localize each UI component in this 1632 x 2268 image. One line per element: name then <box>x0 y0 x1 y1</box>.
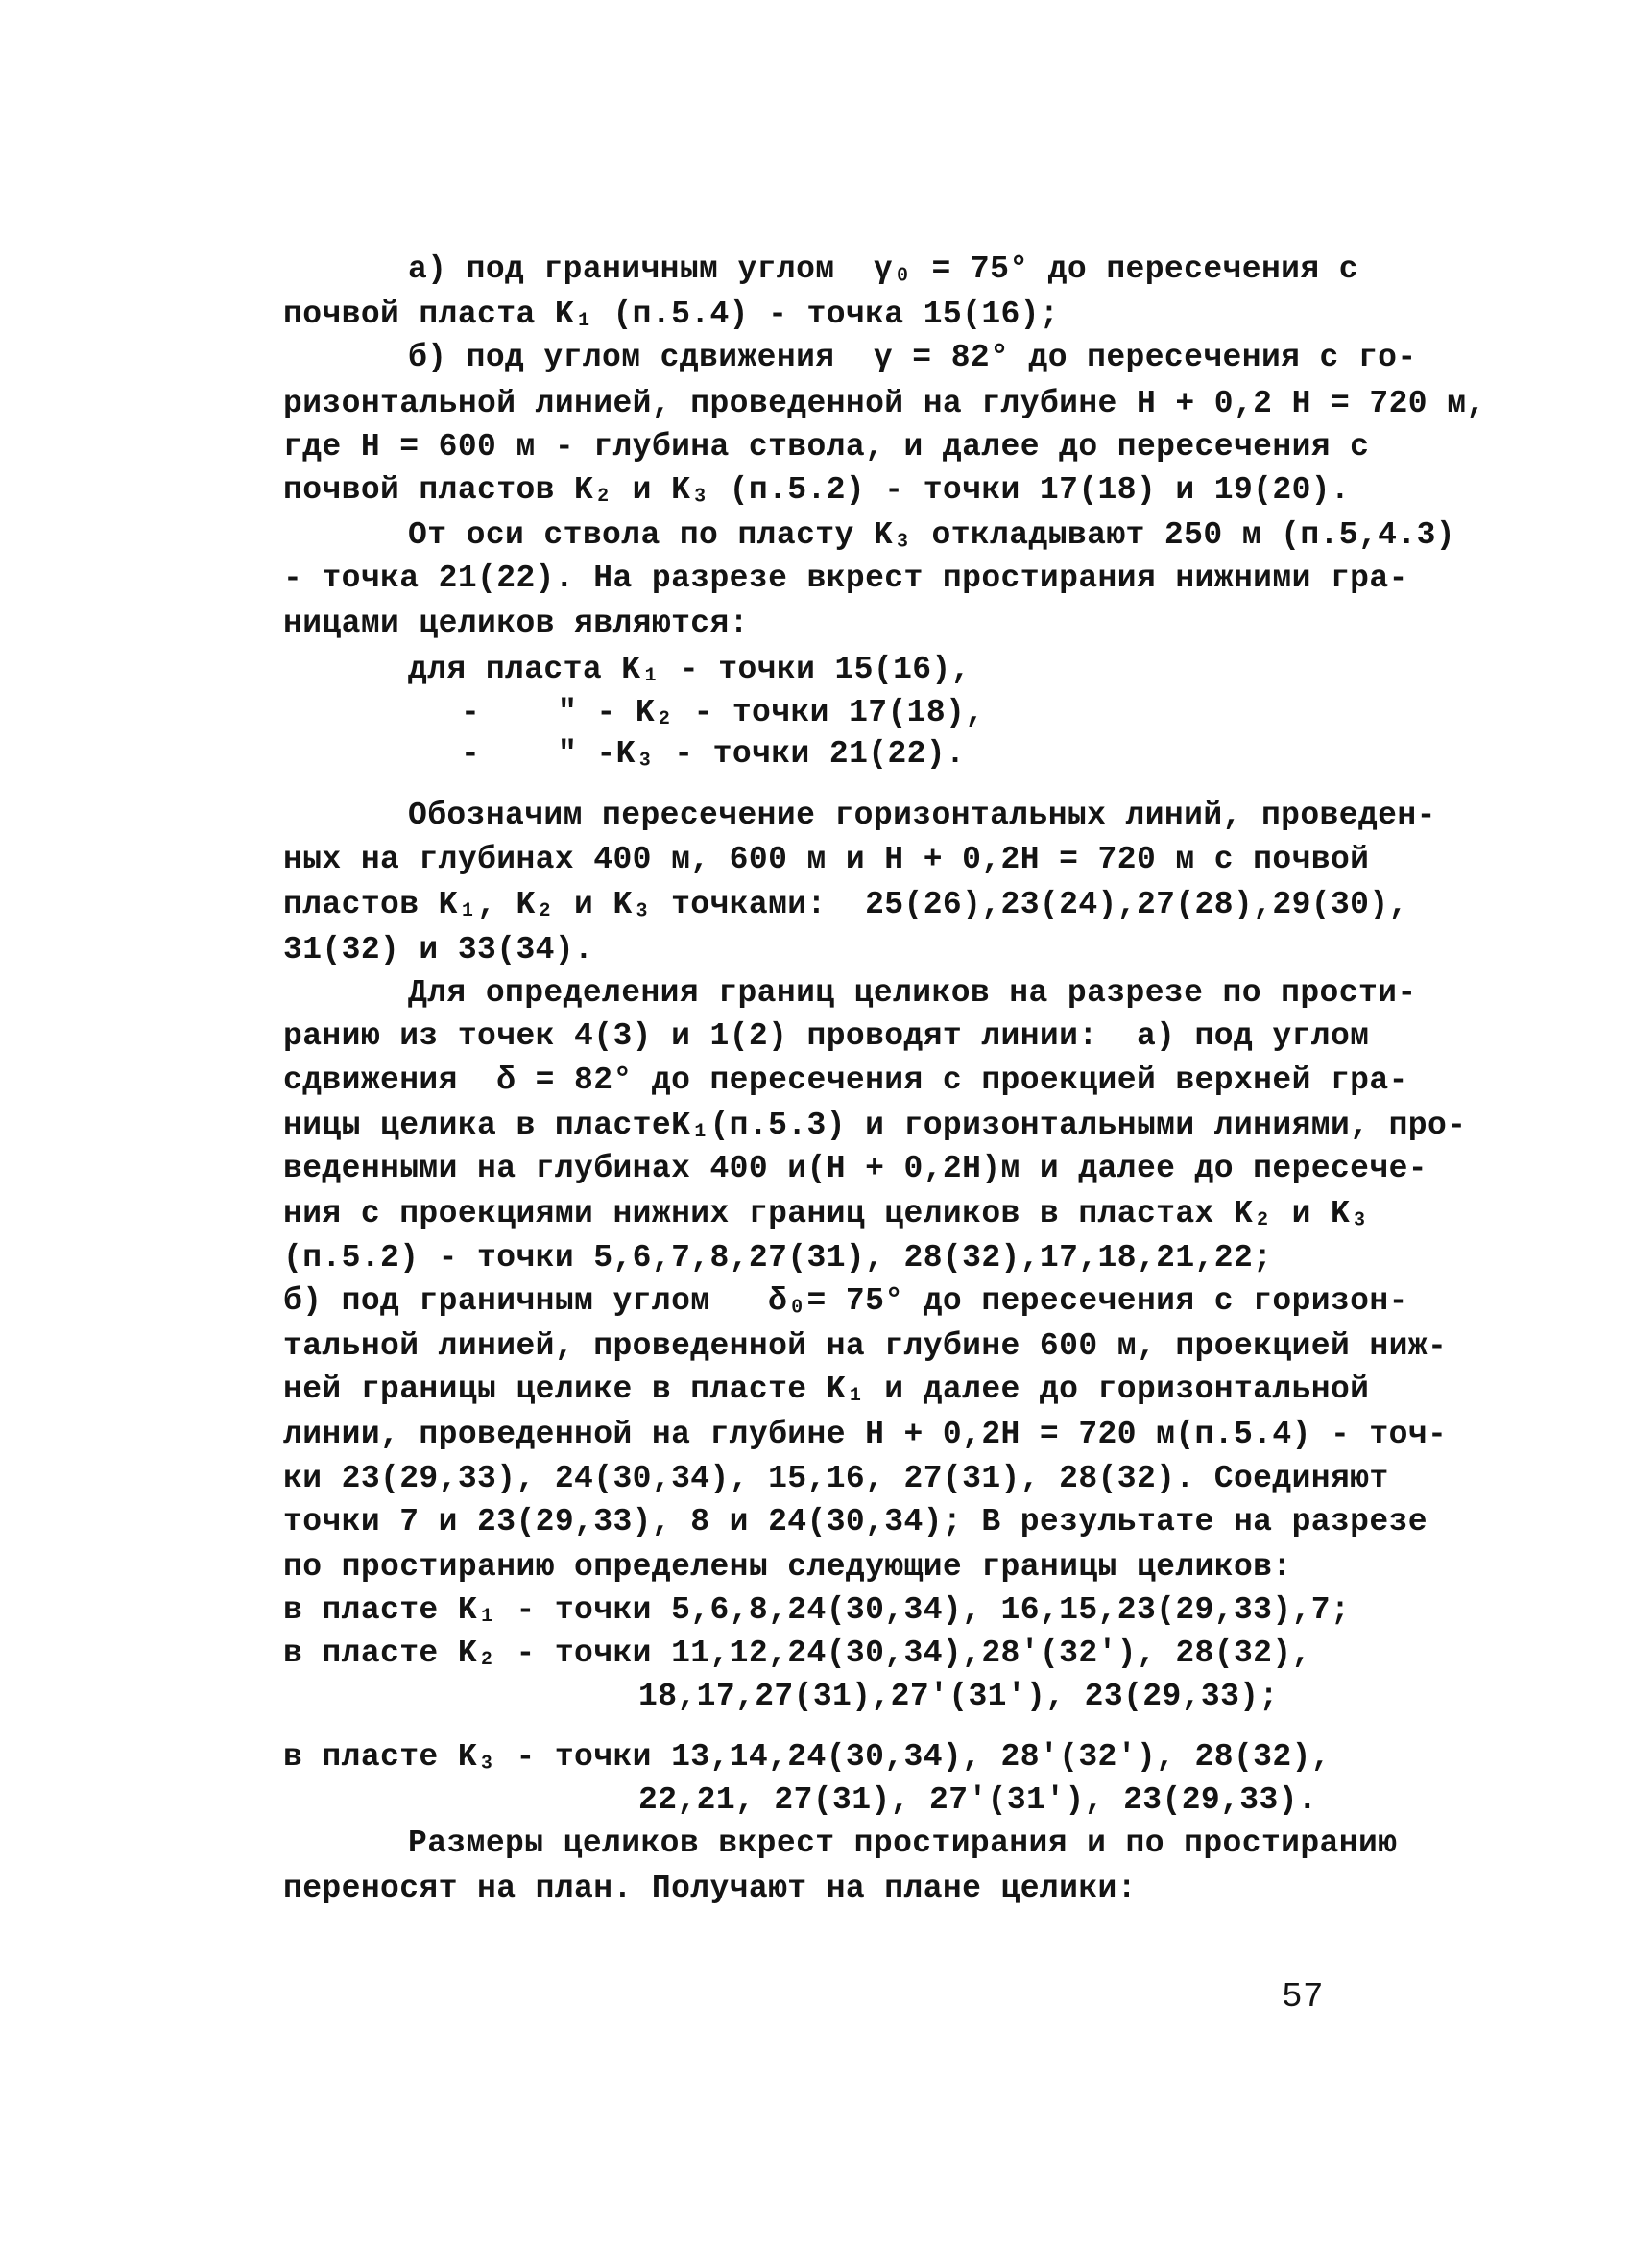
text-line: (п.5.2) - точки 5,6,7,8,27(31), 28(32),17,18,21,22; <box>283 1240 1273 1276</box>
text-line: Размеры целиков вкрест простирания и по простиранию <box>408 1826 1398 1861</box>
text-line: почвой пластов K₂ и K₃ (п.5.2) - точки 17(18) и 19(20). <box>283 472 1351 508</box>
text-line: ния с проекциями нижних границ целиков в пластах K₂ и K₃ <box>283 1196 1370 1231</box>
text-line: ки 23(29,33), 24(30,34), 15,16, 27(31), 28(32). Соединяют <box>283 1461 1389 1496</box>
text-line: а) под граничным углом γ₀ = 75° до пересечения с <box>408 251 1358 287</box>
page-number: 57 <box>1282 1977 1325 2017</box>
text-line: - " - K₂ - точки 17(18), <box>461 695 985 730</box>
text-line: почвой пласта K₁ (п.5.4) - точка 15(16); <box>283 297 1060 332</box>
text-line: 22,21, 27(31), 27'(31'), 23(29,33). <box>638 1782 1318 1818</box>
text-line: От оси ствола по пласту K₃ откладывают 250 м (п.5,4.3) <box>408 517 1455 553</box>
text-line: б) под углом сдвижения γ = 82° до пересечения с го- <box>408 340 1417 375</box>
text-line: ранию из точек 4(3) и 1(2) проводят линии: а) под углом <box>283 1018 1370 1054</box>
text-line: 18,17,27(31),27'(31'), 23(29,33); <box>638 1679 1279 1714</box>
text-line: - точка 21(22). На разрезе вкрест простирания нижними гра- <box>283 561 1408 596</box>
text-line: сдвижения δ = 82° до пересечения с проекцией верхней гра- <box>283 1062 1408 1098</box>
text-line: ней границы целике в пласте K₁ и далее до горизонтальной <box>283 1372 1370 1407</box>
text-line: в пласте K₃ - точки 13,14,24(30,34), 28'(32'), 28(32), <box>283 1739 1331 1775</box>
text-line: ницы целика в пластеK₁(п.5.3) и горизонтальными линиями, про- <box>283 1108 1467 1143</box>
text-line: 31(32) и 33(34). <box>283 932 594 967</box>
text-line: переносят на план. Получают на плане целики: <box>283 1871 1137 1906</box>
text-line: линии, проведенной на глубине H + 0,2H = 720 м(п.5.4) - точ- <box>283 1417 1448 1452</box>
text-line: б) под граничным углом δ₀= 75° до пересечения с горизон- <box>283 1283 1408 1319</box>
text-line: веденными на глубинах 400 и(H + 0,2H)м и далее до пересече- <box>283 1151 1428 1186</box>
text-line: где H = 600 м - глубина ствола, и далее до пересечения с <box>283 429 1370 465</box>
text-line: - " -K₃ - точки 21(22). <box>461 736 966 772</box>
text-line: тальной линией, проведенной на глубине 600 м, проекцией ниж- <box>283 1328 1448 1364</box>
text-line: Для определения границ целиков на разрезе по прости- <box>408 975 1417 1011</box>
text-line: для пласта K₁ - точки 15(16), <box>408 652 971 687</box>
text-line: в пласте K₁ - точки 5,6,8,24(30,34), 16,15,23(29,33),7; <box>283 1592 1351 1628</box>
text-line: по простиранию определены следующие границы целиков: <box>283 1549 1292 1585</box>
text-line: Обозначим пересечение горизонтальных линий, проведен- <box>408 798 1436 833</box>
text-line: в пласте K₂ - точки 11,12,24(30,34),28'(32'), 28(32), <box>283 1635 1311 1671</box>
text-line: ных на глубинах 400 м, 600 м и H + 0,2H = 720 м с почвой <box>283 842 1370 877</box>
text-line: точки 7 и 23(29,33), 8 и 24(30,34); В результате на разрезе <box>283 1504 1428 1540</box>
text-line: пластов K₁, K₂ и K₃ точками: 25(26),23(24),27(28),29(30), <box>283 887 1408 922</box>
text-line: ризонтальной линией, проведенной на глубине H + 0,2 H = 720 м, <box>283 386 1486 421</box>
text-line: ницами целиков являются: <box>283 606 749 641</box>
